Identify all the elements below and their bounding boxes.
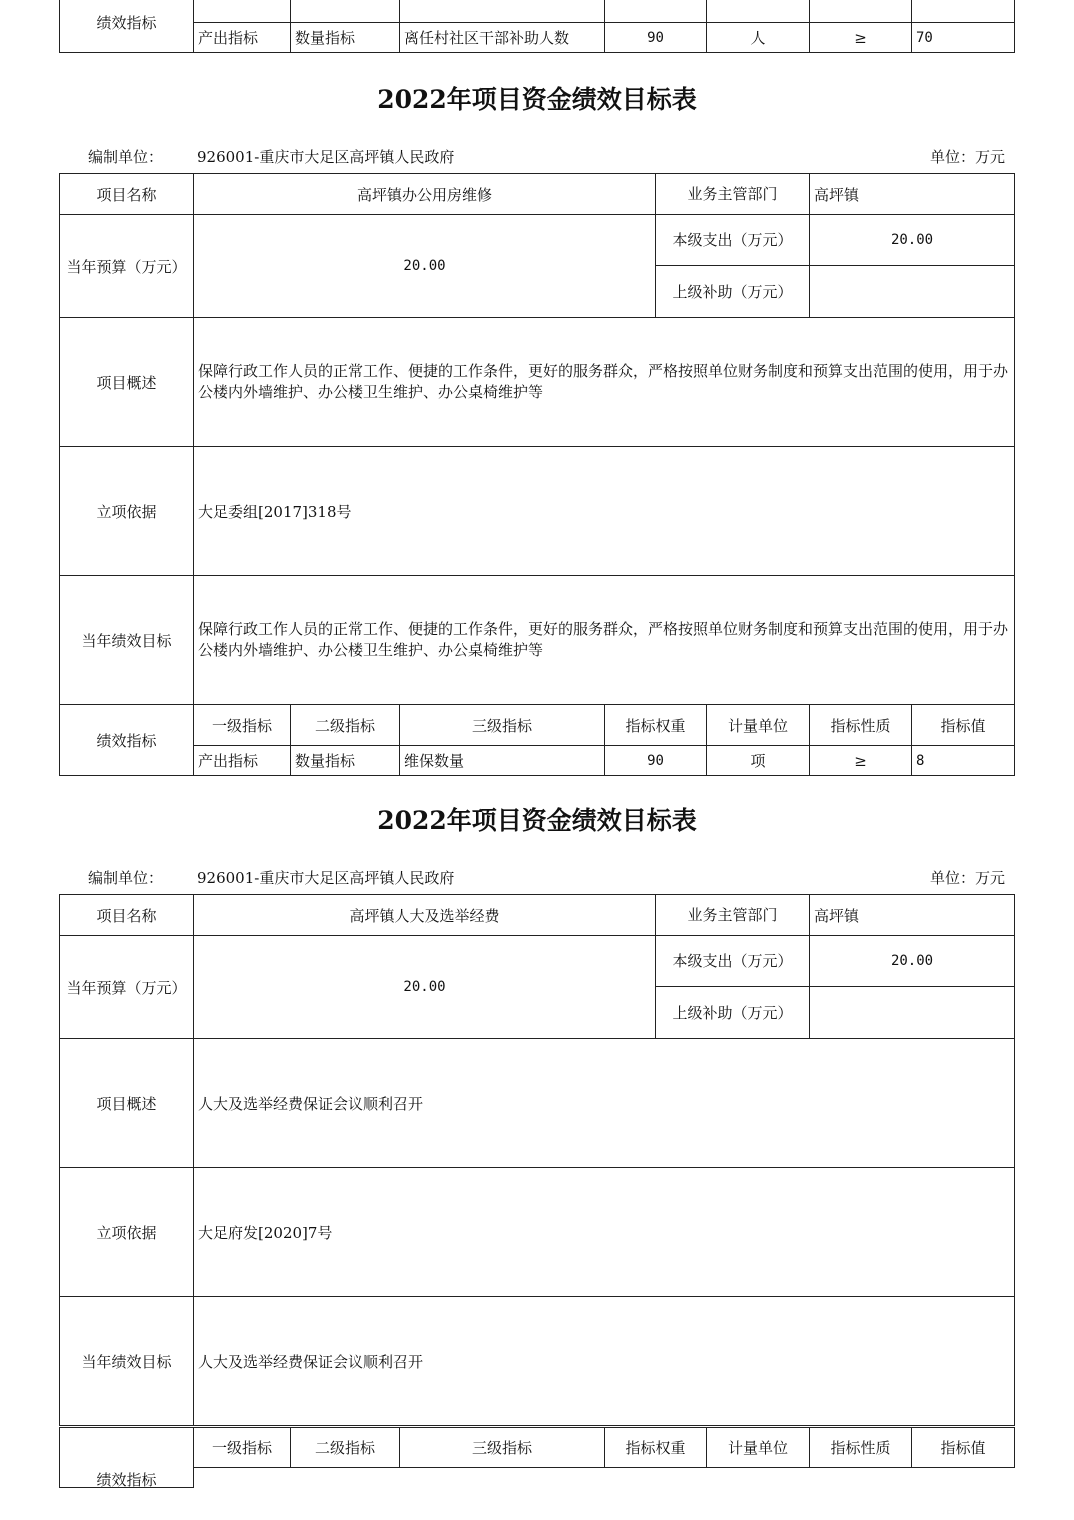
unit-label: 单位：万元 bbox=[930, 869, 1006, 887]
header-weight: 指标权重 bbox=[605, 1428, 707, 1468]
dept-label: 业务主管部门 bbox=[656, 895, 810, 936]
header-value: 指标值 bbox=[912, 1428, 1015, 1468]
header-level3: 三级指标 bbox=[400, 705, 605, 746]
local-expense-value: 20.00 bbox=[810, 215, 1015, 266]
performance-table-1 bbox=[59, 173, 1015, 776]
basis-value: 大足委组[2017]318号 bbox=[194, 447, 1015, 576]
project-name-label: 项目名称 bbox=[60, 174, 194, 215]
project-name-value: 高坪镇人大及选举经费 bbox=[194, 895, 656, 936]
local-expense-label: 本级支出（万元） bbox=[656, 215, 810, 266]
header-level3: 三级指标 bbox=[400, 1428, 605, 1468]
dept-label: 业务主管部门 bbox=[656, 174, 810, 215]
weight-value: 90 bbox=[605, 746, 707, 776]
header-nature: 指标性质 bbox=[810, 705, 912, 746]
nature-value: ≥ bbox=[810, 746, 912, 776]
goal-label: 当年绩效目标 bbox=[60, 1297, 194, 1426]
prep-unit-label: 编制单位： bbox=[88, 869, 164, 887]
project-name-value: 高坪镇办公用房维修 bbox=[194, 174, 656, 215]
unit-value: 项 bbox=[707, 746, 810, 776]
upper-subsidy-value bbox=[810, 987, 1015, 1039]
partial-indicator-table bbox=[59, 0, 1015, 53]
dept-value: 高坪镇 bbox=[810, 895, 1015, 936]
perf-label: 绩效指标 bbox=[60, 1428, 194, 1488]
page-title: 2022年项目资金绩效目标表 bbox=[377, 806, 697, 835]
basis-label: 立项依据 bbox=[60, 1168, 194, 1297]
goal-label: 当年绩效目标 bbox=[60, 576, 194, 705]
indicator-value: 8 bbox=[912, 746, 1015, 776]
budget-label: 当年预算（万元） bbox=[60, 936, 194, 1039]
upper-subsidy-label: 上级补助（万元） bbox=[656, 987, 810, 1039]
partial-indicator-header bbox=[59, 1427, 1015, 1488]
indicator-value: 70 bbox=[912, 23, 1015, 53]
level3-value: 离任村社区干部补助人数 bbox=[400, 23, 605, 53]
header-level1: 一级指标 bbox=[194, 705, 291, 746]
header-value: 指标值 bbox=[912, 705, 1015, 746]
upper-subsidy-value bbox=[810, 266, 1015, 318]
level3-value: 维保数量 bbox=[400, 746, 605, 776]
budget-label: 当年预算（万元） bbox=[60, 215, 194, 318]
goal-value: 保障行政工作人员的正常工作、便捷的工作条件，更好的服务群众，严格按照单位财务制度和预算支出范围的使用，用于办公楼内外墙维护、办公楼卫生维护、办公桌椅维护等 bbox=[194, 576, 1015, 705]
prep-unit-label: 编制单位： bbox=[88, 148, 164, 166]
header-weight: 指标权重 bbox=[605, 705, 707, 746]
partial-table-top bbox=[59, 0, 1014, 56]
level1-value: 产出指标 bbox=[194, 23, 291, 53]
partial-table-bottom bbox=[0, 1425, 1074, 1489]
upper-subsidy-label: 上级补助（万元） bbox=[656, 266, 810, 318]
overview-label: 项目概述 bbox=[60, 1039, 194, 1168]
project-name-label: 项目名称 bbox=[60, 895, 194, 936]
performance-table-2 bbox=[59, 894, 1015, 1426]
goal-value: 人大及选举经费保证会议顺利召开 bbox=[194, 1297, 1015, 1426]
header-level1: 一级指标 bbox=[194, 1428, 291, 1468]
prep-unit-name: 926001-重庆市大足区高坪镇人民政府 bbox=[197, 148, 455, 166]
header-unit: 计量单位 bbox=[707, 705, 810, 746]
unit-value: 人 bbox=[707, 23, 810, 53]
local-expense-label: 本级支出（万元） bbox=[656, 936, 810, 987]
overview-value: 人大及选举经费保证会议顺利召开 bbox=[194, 1039, 1015, 1168]
perf-label: 绩效指标 bbox=[60, 705, 194, 776]
unit-label: 单位：万元 bbox=[930, 148, 1006, 166]
local-expense-value: 20.00 bbox=[810, 936, 1015, 987]
weight-value: 90 bbox=[605, 23, 707, 53]
level1-value: 产出指标 bbox=[194, 746, 291, 776]
page-title: 2022年项目资金绩效目标表 bbox=[377, 85, 697, 114]
budget-value: 20.00 bbox=[194, 215, 656, 318]
header-nature: 指标性质 bbox=[810, 1428, 912, 1468]
level2-value: 数量指标 bbox=[291, 746, 400, 776]
prep-unit-name: 926001-重庆市大足区高坪镇人民政府 bbox=[197, 869, 455, 887]
overview-label: 项目概述 bbox=[60, 318, 194, 447]
basis-label: 立项依据 bbox=[60, 447, 194, 576]
level2-value: 数量指标 bbox=[291, 23, 400, 53]
budget-value: 20.00 bbox=[194, 936, 656, 1039]
header-unit: 计量单位 bbox=[707, 1428, 810, 1468]
dept-value: 高坪镇 bbox=[810, 174, 1015, 215]
header-level2: 二级指标 bbox=[291, 705, 400, 746]
nature-value: ≥ bbox=[810, 23, 912, 53]
overview-value: 保障行政工作人员的正常工作、便捷的工作条件，更好的服务群众，严格按照单位财务制度和预算支出范围的使用，用于办公楼内外墙维护、办公楼卫生维护、办公桌椅维护等 bbox=[194, 318, 1015, 447]
basis-value: 大足府发[2020]7号 bbox=[194, 1168, 1015, 1297]
header-level2: 二级指标 bbox=[291, 1428, 400, 1468]
perf-label: 绩效指标 bbox=[60, 0, 194, 53]
